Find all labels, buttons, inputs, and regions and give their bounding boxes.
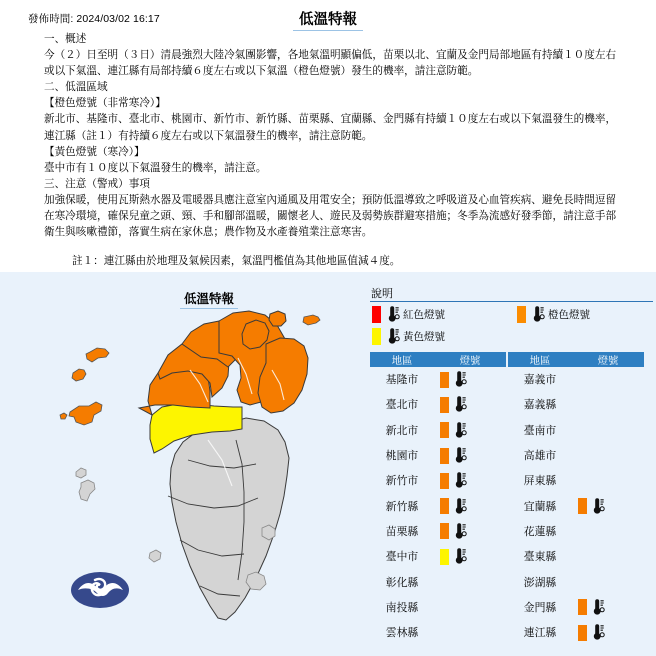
region-name: 雲林縣 bbox=[385, 627, 419, 640]
signal-cell bbox=[434, 422, 506, 439]
signal-cell bbox=[434, 472, 506, 489]
table-row[interactable] bbox=[370, 418, 506, 443]
issue-time: 發佈時間: 2024/03/02 16:17 bbox=[28, 13, 160, 25]
table-row[interactable] bbox=[508, 544, 644, 569]
report-body bbox=[44, 31, 624, 240]
map-title-text: 低溫特報 bbox=[180, 289, 238, 309]
table-row[interactable] bbox=[370, 367, 506, 392]
signal-cell bbox=[434, 548, 506, 565]
region-name: 南投縣 bbox=[385, 601, 419, 614]
signal-cell bbox=[434, 371, 506, 388]
page-title bbox=[0, 8, 656, 31]
map-region-kinmen-c[interactable] bbox=[69, 402, 102, 425]
map-region-kinmen-d[interactable] bbox=[60, 413, 67, 419]
section1-body: 今（２）日至明（３日）清晨強烈大陸冷氣團影響，各地氣溫明顯偏低，苗栗以北、宜蘭及金門局部地區有持續１０度左右或以下氣溫、連江縣有局部持續６度左右或以下氣溫（橙色燈號）發生的機率，請注意防範。 bbox=[44, 49, 617, 78]
table-row[interactable] bbox=[508, 519, 644, 544]
table-header-right bbox=[508, 352, 644, 367]
thermometer-cold-icon bbox=[589, 498, 605, 515]
taiwan-warning-map bbox=[40, 300, 370, 650]
signal-cell bbox=[434, 498, 506, 515]
signal-swatch-orange bbox=[440, 397, 449, 413]
region-name: 臺東縣 bbox=[523, 551, 557, 564]
yellow-signal-heading: 【黃色燈號（寒冷）】 bbox=[44, 145, 145, 158]
legend-item-orange bbox=[517, 306, 590, 323]
table-row[interactable] bbox=[508, 620, 644, 645]
table-body-left bbox=[370, 367, 506, 645]
signal-swatch-orange bbox=[440, 448, 449, 464]
table-row[interactable] bbox=[370, 620, 506, 645]
region-name: 臺北市 bbox=[385, 399, 419, 412]
table-row[interactable] bbox=[508, 443, 644, 468]
map-region-yilan[interactable] bbox=[258, 338, 308, 413]
thermometer-cold-icon bbox=[384, 328, 400, 345]
region-name: 新北市 bbox=[385, 424, 419, 437]
region-name: 新竹縣 bbox=[385, 500, 419, 513]
table-header-left bbox=[370, 352, 506, 367]
section3-body: 加強保暖，使用瓦斯熱水器及電暖器具應注意室內通風及用電安全；預防低溫導致之呼吸道及心血管疾病、避免長時間逗留在寒冷環境，確保兒童之頭、頸、手和腳部溫暖，關懷老人、遊民及弱勢族群避寒措施；冬季為流感好發季節，請注意手部衛生與咳嗽禮節，落實生病在家休息；農作物及水產養殖業注意寒害。 bbox=[44, 193, 617, 239]
thermometer-cold-icon bbox=[451, 498, 467, 515]
signal-cell bbox=[572, 624, 644, 641]
signal-swatch-yellow bbox=[440, 549, 449, 565]
table-row[interactable] bbox=[508, 367, 644, 392]
table-row[interactable] bbox=[370, 443, 506, 468]
region-name: 宜蘭縣 bbox=[523, 500, 557, 513]
section3-heading: 三、注意（警戒）事項 bbox=[44, 177, 150, 190]
column-header-region: 地區 bbox=[529, 356, 551, 367]
thermometer-cold-icon bbox=[451, 548, 467, 565]
signal-cell bbox=[572, 599, 644, 616]
cwb-logo bbox=[71, 572, 129, 608]
map-region-taiwan-main-gray bbox=[170, 418, 289, 620]
thermometer-cold-icon bbox=[384, 306, 400, 323]
signal-swatch-orange bbox=[440, 422, 449, 438]
section2-heading: 二、低溫區域 bbox=[44, 81, 108, 94]
region-name: 新竹市 bbox=[385, 475, 419, 488]
signal-cell bbox=[434, 523, 506, 540]
thermometer-cold-icon bbox=[451, 447, 467, 464]
region-name: 屏東縣 bbox=[523, 475, 557, 488]
signal-swatch-orange bbox=[578, 498, 587, 514]
column-header-region: 地區 bbox=[391, 356, 413, 367]
note-1: 註１：連江縣由於地理及氣候因素，氣溫門檻值為其他地區值減４度。 bbox=[72, 255, 401, 267]
signal-swatch-orange bbox=[440, 523, 449, 539]
map-region-kinmen-b[interactable] bbox=[72, 369, 86, 381]
thermometer-cold-icon bbox=[451, 472, 467, 489]
table-row[interactable] bbox=[508, 493, 644, 518]
region-name: 彰化縣 bbox=[385, 576, 419, 589]
thermometer-cold-icon bbox=[589, 624, 605, 641]
signal-cell bbox=[572, 498, 644, 515]
table-row[interactable] bbox=[370, 569, 506, 594]
region-name: 臺中市 bbox=[385, 551, 419, 564]
legend-label-red: 紅色燈號 bbox=[403, 309, 445, 321]
thermometer-cold-icon bbox=[529, 306, 545, 323]
signal-swatch-orange bbox=[440, 372, 449, 388]
table-row[interactable] bbox=[508, 595, 644, 620]
thermometer-cold-icon bbox=[451, 422, 467, 439]
region-name: 臺南市 bbox=[523, 424, 557, 437]
signal-cell bbox=[434, 447, 506, 464]
table-row[interactable] bbox=[508, 569, 644, 594]
region-name: 連江縣 bbox=[523, 627, 557, 640]
orange-signal-body: 新北市、基隆市、臺北市、桃園市、新竹市、新竹縣、苗栗縣、宜蘭縣、金門縣有持續１０度左右或以下氣溫發生的機率，連江縣（註１）有持續６度左右或以下氣溫發生的機率，請注意防範。 bbox=[44, 113, 617, 142]
map-region-penghu-b[interactable] bbox=[79, 480, 95, 501]
table-body-right bbox=[508, 367, 644, 645]
legend-label-yellow: 黃色燈號 bbox=[403, 331, 445, 343]
map-region-kinmen-a[interactable] bbox=[86, 348, 109, 362]
table-row[interactable] bbox=[370, 544, 506, 569]
table-row[interactable] bbox=[508, 418, 644, 443]
region-name: 花蓮縣 bbox=[523, 525, 557, 538]
table-row[interactable] bbox=[370, 519, 506, 544]
region-table-right bbox=[508, 352, 644, 645]
legend-swatch-orange bbox=[517, 306, 526, 323]
signal-cell bbox=[434, 396, 506, 413]
thermometer-cold-icon bbox=[451, 371, 467, 388]
region-name: 嘉義市 bbox=[523, 374, 557, 387]
table-row[interactable] bbox=[508, 392, 644, 417]
signal-swatch-orange bbox=[440, 473, 449, 489]
legend-swatch-yellow bbox=[372, 328, 381, 345]
map-svg bbox=[40, 300, 370, 650]
map-region-penghu-a[interactable] bbox=[76, 468, 86, 478]
page-title-text: 低溫特報 bbox=[293, 8, 363, 31]
yellow-signal-body: 臺中市有１０度以下氣溫發生的機率，請注意。 bbox=[44, 161, 267, 174]
legend-swatch-red bbox=[372, 306, 381, 323]
region-table-left bbox=[370, 352, 506, 645]
legend-title: 說明 bbox=[371, 288, 393, 300]
region-name: 澎湖縣 bbox=[523, 576, 557, 589]
region-name: 桃園市 bbox=[385, 450, 419, 463]
column-header-signal: 燈號 bbox=[459, 356, 481, 367]
orange-signal-heading: 【橙色燈號（非常寒冷）】 bbox=[44, 97, 166, 110]
column-header-signal: 燈號 bbox=[597, 356, 619, 367]
region-name: 基隆市 bbox=[385, 374, 419, 387]
table-row[interactable] bbox=[370, 392, 506, 417]
table-row[interactable] bbox=[370, 595, 506, 620]
region-name: 苗栗縣 bbox=[385, 525, 419, 538]
map-region-xiaoliuqiu[interactable] bbox=[149, 550, 161, 562]
legend-item-red bbox=[372, 306, 445, 323]
signal-swatch-orange bbox=[578, 625, 587, 641]
legend-item-yellow bbox=[372, 328, 445, 345]
region-name: 高雄市 bbox=[523, 450, 557, 463]
thermometer-cold-icon bbox=[451, 396, 467, 413]
table-row[interactable] bbox=[370, 468, 506, 493]
table-row[interactable] bbox=[370, 493, 506, 518]
thermometer-cold-icon bbox=[589, 599, 605, 616]
region-name: 嘉義縣 bbox=[523, 399, 557, 412]
signal-swatch-orange bbox=[578, 599, 587, 615]
signal-swatch-orange bbox=[440, 498, 449, 514]
legend-label-orange: 橙色燈號 bbox=[548, 309, 590, 321]
map-region-keelung[interactable] bbox=[269, 311, 286, 326]
map-region-lienchiang[interactable] bbox=[303, 315, 320, 325]
section1-heading: 一、概述 bbox=[44, 33, 87, 45]
legend-divider bbox=[370, 301, 653, 302]
thermometer-cold-icon bbox=[451, 523, 467, 540]
table-row[interactable] bbox=[508, 468, 644, 493]
region-name: 金門縣 bbox=[523, 601, 557, 614]
